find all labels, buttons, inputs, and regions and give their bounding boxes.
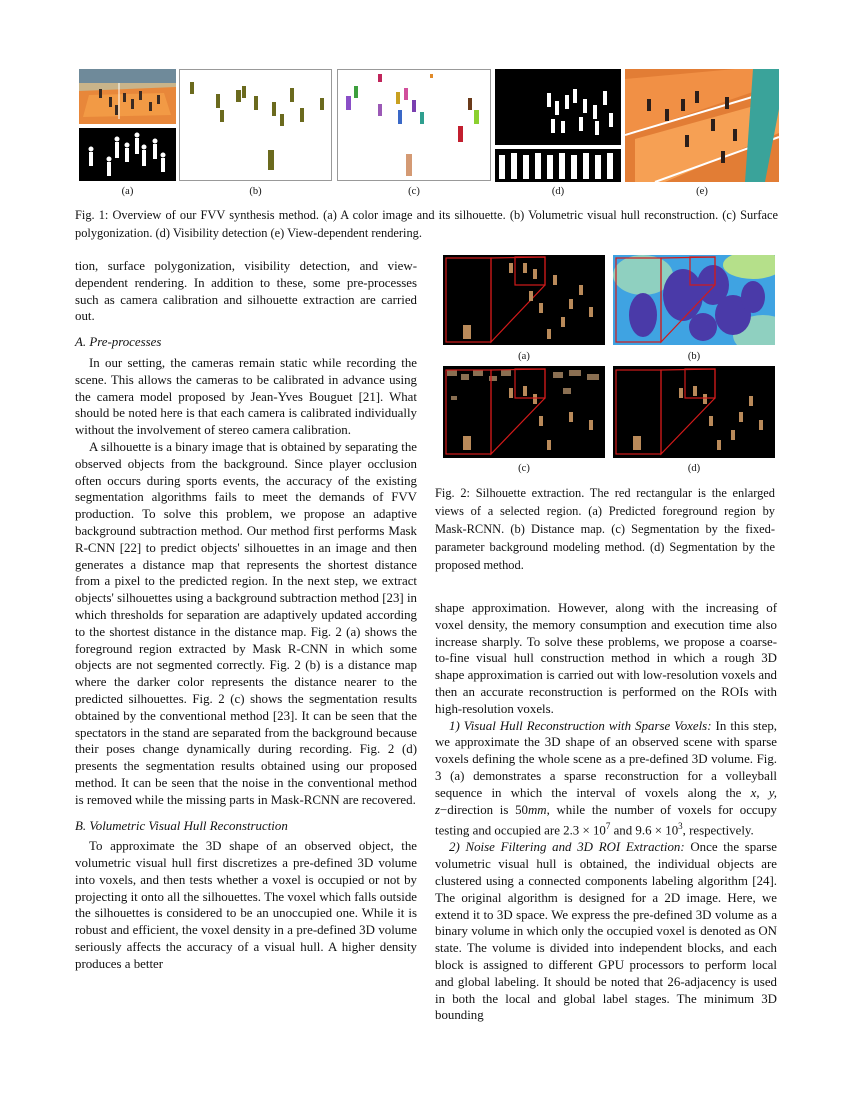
paragraph-silhouette: A silhouette is a binary image that is obtained by separating the observed objects from the background. Since player occlusion often occurs during sports events, the accuracy of the existing segmentation algorithms fails to meet the demands of FVV production. To solve this problem, we propose an adaptive background subtraction method. Our method first performs Mask R-CNN [22] to predict objects' silhouettes in an image and then generates a distance map that represents the shortest distance from a pixel to the predicted region. In the next step, we extract objects' silhouettes using a background subtraction method [23] in which thresholds for separation are adaptively updated according to the shortest distance in the distance map. Fig. 2 (a) shows the foreground region extracted by Mask R-CNN in which some objects are not segmented correctly. Fig. 2 (b) is a distance map where the darker color represents the distance nearer to the predicted silhouettes. Fig. 2 (c) shows the segmentation results obtained by the conventional method [23]. It can be seen that the spectators in the stand are separated from the background because their poses change dynamically during recording. Fig. 2 (d) presents the segmentation results obtained using our proposed method. It can be seen that the noise in the conventional method is removed while the missing parts in Mask-RCNN are recovered. xyxy=(75,439,417,807)
fig1a-silhouette xyxy=(79,128,176,181)
subsection-1-title: 1) Visual Hull Reconstruction with Sparse Voxels: xyxy=(449,718,712,733)
fig2b-distance-map xyxy=(613,255,775,345)
fig1-label-d: (d) xyxy=(551,186,565,197)
fig1-caption: Fig. 1: Overview of our FVV synthesis method. (a) A color image and its silhouette. (b) Volumetric visual hull reconstruction. (c) Surface polygonization. (d) Visibility detection (e) View-dependent rendering. xyxy=(75,208,778,240)
fig2-label-b: (b) xyxy=(687,351,701,362)
fig2-caption: Fig. 2: Silhouette extraction. The red rectangular is the enlarged views of a selected region. (a) Predicted foreground region by Mask-RCNN. (b) Distance map. (c) Segmentation by the fixed-parameter background modeling method. (d) Segmentation by the proposed method. xyxy=(435,486,775,572)
fig1d-visibility-top xyxy=(495,69,621,145)
fig1-label-a: (a) xyxy=(121,186,134,197)
fig1-label-e: (e) xyxy=(696,186,708,197)
fig2-label-c: (c) xyxy=(518,463,530,474)
paragraph-coarse-to-fine: shape approximation. However, along with the increasing of voxel density, the memory consumption and execution time also increase sharply. To solve these problems, we propose a coarse-to-fine visual hull construction method in which a rough 3D shape approximation is carried out with low-resolution voxels and then an accurate reconstruction is performed on the ROIs with high-resolution voxels. xyxy=(435,601,777,716)
subsection-1: 1) Visual Hull Reconstruction with Sparse Voxels: In this step, we approximate the 3D shape of an observed scene with sparse voxels defining the whole scene as a pre-defined 3D volume. Fig. 3 (a) demonstrates a sparse reconstruction for a volleyball sequence in which the interval of voxels along the x, y, z−direction is 50mm, while the number of voxels for occupy testing and occupied are $2.3 \times 10^7$ and $9.6 \times 10^3$, respectively. xyxy=(435,718,778,838)
left-column xyxy=(75,258,417,973)
fig1d-visibility-bottom xyxy=(495,149,621,182)
paragraph-calibration: In our setting, the cameras remain static while recording the scene. This allows the cameras to be calibrated in advance using the camera model proposed by Jean-Yves Bouguet [21]. What should be noted here is that each camera is calibrated individually without the involvement of stereo camera calibration. xyxy=(75,355,417,438)
fig1e-rendered-view xyxy=(625,69,779,182)
subsection-2: 2) Noise Filtering and 3D ROI Extraction: Once the sparse volumetric visual hull is obtained, the individual objects are clustered using a connected components labeling algorithm [24]. The original algorithm is designed for a 2D image. Here, we extend it to 3D space. We express the pre-defined 3D volume as a binary volume in which only the occupied voxel is denoted as ON state. The volume is divided into independent blocks, and each block is assigned to different GPU processors to perform local and global labeling. It should be noted that 26-adjacency is used in both the local and global label stages. The minimum 3D bounding xyxy=(435,840,777,1023)
fig1-label-b: (b) xyxy=(249,186,262,197)
fig1a-color-image xyxy=(79,69,176,124)
fig1c-surface-mesh xyxy=(337,69,491,181)
fig1b-visual-hull xyxy=(179,69,332,181)
paragraph-visual-hull: To approximate the 3D shape of an observed object, the volumetric visual hull first discretizes a pre-defined 3D volume into voxels, and then tests whether a voxel is occupied or not by projecting it onto all the silhouettes. The voxel which falls outside the silhouettes is considered to be an unoccupied one. While it is robust and efficient, the voxel density in a pre-defined 3D volume seriously affects the accuracy of a visual hull. A higher density produces a better xyxy=(75,839,417,971)
fig2-label-a: (a) xyxy=(518,351,530,362)
section-b-heading: B. Volumetric Visual Hull Reconstruction xyxy=(75,818,288,833)
subsection-2-title: 2) Noise Filtering and 3D ROI Extraction: xyxy=(449,840,685,855)
section-a-heading: A. Pre-processes xyxy=(75,335,162,350)
fig2d-proposed-segmentation xyxy=(613,366,775,458)
fig2-label-d: (d) xyxy=(687,463,701,474)
fig2a-mask-rcnn xyxy=(443,255,605,345)
right-column xyxy=(435,600,777,1024)
intro-paragraph: tion, surface polygonization, visibility detection, and view-dependent rendering. In addition to these, some pre-processes such as camera calibration and silhouette extraction are carried out. xyxy=(75,259,417,324)
fig1-label-c: (c) xyxy=(408,186,420,197)
fig2c-fixed-parameter-segmentation xyxy=(443,366,605,458)
